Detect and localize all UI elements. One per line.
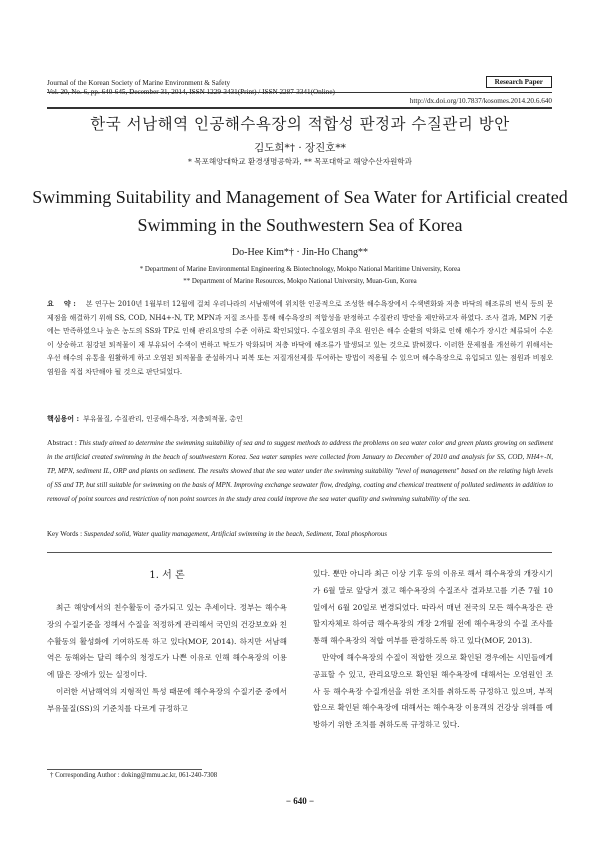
affiliation-english-2: ** Department of Marine Resources, Mokpo National University, Muan-Gun, Korea [183, 278, 417, 285]
abstract-english-text: This study aimed to determine the swimming suitability of sea and to suggest methods to address the problems on sea water color and green plants growing on sediment in the artificial created swimming in the beach of southwestern Korea. Sea water samples were collected from January to December of 2010 and analysis for SS, COD, NH4+-N, TP, MPN, sediment IL, ORP and plants on sediment. The results showed that the sea water under the swimming suitability "level of management" based on the relating high levels of SS and TP, but still suitable for swimming on the basis of MPN. Improving exchange seawater flow, dredging, coating and chemical treatment of polluted sediments in addition to removal of point sources and restriction of non point sources in the study area could improve the sea water quality and swimming suitability of the sea. [47, 439, 554, 503]
corresponding-author-footnote: † Corresponding Author : doking@mmu.ac.kr, 061-240-7308 [50, 772, 218, 779]
abstract-english [47, 436, 553, 506]
keywords-korean-text: 부유물질, 수질관리, 인공해수욕장, 저층퇴적물, 총인 [83, 415, 243, 423]
section-heading-introduction: 1. 서 론 [149, 570, 185, 581]
header-bottom-divider [47, 107, 552, 109]
affiliation-english-1: * Department of Marine Environmental Engineering & Biotechnology, Mokpo National Maritime University, Korea [139, 266, 461, 273]
keywords-english-label: Key Words : [47, 530, 83, 538]
affiliation-korean: * 목포해양대학교 환경생명공학과, ** 목포대학교 해양수산자원학과 [188, 157, 412, 166]
title-korean: 한국 서남해역 인공해수욕장의 적합성 판정과 수질관리 방안 [90, 115, 510, 133]
header-divider [47, 92, 552, 93]
keywords-english-text: Suspended solid, Water quality management, Artificial swimming in the beach, Sediment, Total phosphorous [83, 530, 388, 538]
journal-volume: Vol. 20, No. 6, pp. 640-645, December 31, 2014, ISSN 1229-3431(Print) / ISSN 2287-3341(Online) [47, 88, 335, 96]
keywords-korean-label: 핵심용어 : [47, 414, 80, 423]
doi-link[interactable]: http://dx.doi.org/10.7837/kosomes.2014.20.6.640 [409, 97, 552, 105]
abstract-divider [47, 552, 552, 553]
abstract-korean-label: 요 약 : [47, 299, 76, 308]
abstract-korean-text: 본 연구는 2010년 1월부터 12월에 걸쳐 우리나라의 서남해역에 위치한 인공적으로 조성한 해수욕장에서 수색변화와 저층 바닥의 해조류의 번식 등의 문제점을 해결하기 위해 SS, COD, NH4+-N, TP, MPN과 저질 조사를 통해 해수욕장의 적합성을 판정하고 수질관리 방안을 제안하고자 하였다. 조사 결과, MPN 기준에는 만족하였으나 높은 농도의 SS와 TP로 인해 관리요망의 수준 이하로 확인되었다. 수질오염의 주요 원인은 해수 순환의 악화로 인해 해수가 장시간 체류되어 수온이 상승하고 침강된 퇴적물이 재 부유되어 수색이 변하고 탁도가 악화되며 저층 바닥에 해조류가 발생되고 있는 것으로 밝혀졌다. 이러한 문제점을 개선하기 위해서는 우선 해수의 유통을 원활하게 하고 오염된 퇴적물을 준설하거나 피복 또는 저질개선제를 투여하는 방법이 적용될 수 있으며 해수욕장으로 유입되고 있는 점원과 비점오염원을 직접 차단해야 될 것으로 판단되었다. [47, 300, 554, 376]
body-paragraph: 있다. 뿐만 아니라 최근 이상 기후 등의 이유로 해서 해수욕장의 개장시기가 6월 말로 앞당겨 졌고 해수욕장의 수질조사 결과보고를 기존 7월 10일에서 6월 20일로 변경되었다. 따라서 매년 전국의 모든 해수욕장은 관할지자체로 하여금 해수욕장의 개장 2개월 전에 해수욕장의 수질 조사를 통해 해수욕장의 적합 여부를 판정하도록 하고 있다(MOF, 2013). [313, 569, 553, 646]
page-number: − 640 − [285, 796, 315, 806]
body-column-right [313, 566, 553, 734]
affiliation-english [0, 264, 600, 288]
footnote-divider [47, 769, 202, 770]
keywords-korean [47, 414, 553, 424]
journal-name: Journal of the Korean Society of Marine Environment & Safety [47, 79, 231, 87]
keywords-english [47, 530, 553, 538]
authors-english: Do-Hee Kim*† · Jin-Ho Chang** [231, 247, 369, 258]
body-column-left [47, 566, 287, 718]
journal-info [47, 79, 335, 97]
article-type-badge: Research Paper [486, 76, 552, 88]
title-english: Swimming Suitability and Management of Sea Water for Artificial created Swimming in the Southwestern Sea of Korea [32, 187, 568, 235]
abstract-korean [47, 297, 553, 380]
body-paragraph: 만약에 해수욕장의 수질이 적합한 것으로 확인된 경우에는 시민들에게 공표할 수 있고, 관리요망으로 확인된 해수욕장에 대해서는 오염원인 조사 등 해수욕장 수질개선을 위한 조치를 취하도록 규정하고 있으며, 부적합으로 확인된 해수욕장에 대해서는 해수욕장 이용객의 건강상 위해를 예방하기 위한 조치를 취하도록 규정하고 있다. [313, 652, 553, 730]
abstract-english-label: Abstract : [47, 438, 77, 447]
body-paragraph: 이러한 서남해역의 지형적인 특성 때문에 해수욕장의 수질기준 중에서 부유물질(SS)의 기준치를 다르게 규정하고 [47, 686, 287, 713]
authors-korean: 김도희*† · 장진호** [254, 142, 346, 154]
body-paragraph: 최근 해양에서의 친수활동이 증가되고 있는 추세이다. 정부는 해수욕장의 수질기준을 정해서 수질을 적정하게 관리해서 국민의 건강보호와 친수활동의 활성화에 기여하도록 하고 있다(MOF, 2014). 하지만 서남해역은 동해와는 달리 해수의 청정도가 나쁜 이유로 인해 해수욕장의 이용에 많은 장애가 있는 실정이다. [47, 603, 287, 680]
